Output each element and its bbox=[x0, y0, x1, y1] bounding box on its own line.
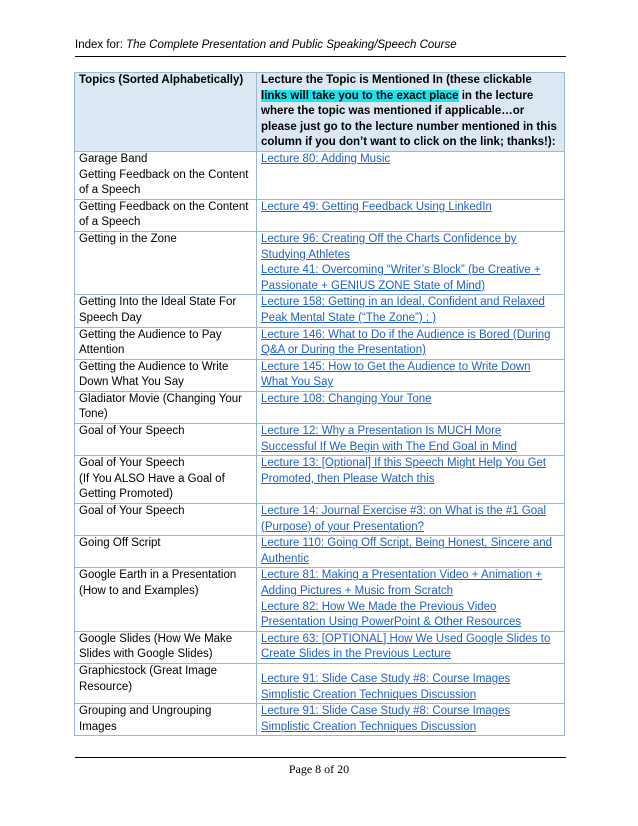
table-row bbox=[75, 504, 565, 536]
lecture-cell bbox=[257, 327, 565, 359]
lecture-cell bbox=[257, 704, 565, 736]
lecture-cell bbox=[257, 663, 565, 703]
lecture-link[interactable]: Lecture 80: Adding Music bbox=[261, 152, 391, 165]
lecture-column-header bbox=[257, 73, 565, 152]
cell-spacer bbox=[261, 664, 560, 672]
page-header bbox=[75, 38, 457, 52]
lecture-link[interactable]: Lecture 14: Journal Exercise #3: on What is the #1 Goal (Purpose) of your Presentation? bbox=[261, 505, 547, 533]
page-number: Page 8 of 20 bbox=[288, 762, 350, 776]
topic-text: Garage Band bbox=[79, 152, 148, 165]
lecture-cell bbox=[257, 199, 565, 231]
lecture-cell bbox=[257, 231, 565, 294]
topic-cell bbox=[75, 295, 257, 327]
lecture-link[interactable]: Lecture 41: Overcoming “Writer’s Block” (be Creative + Passionate + GENIUS ZONE State of Mind) bbox=[261, 264, 541, 292]
table-row bbox=[75, 568, 565, 631]
topic-text: Goal of Your Speech bbox=[79, 505, 185, 518]
topic-cell bbox=[75, 391, 257, 423]
table-row bbox=[75, 631, 565, 663]
table-header-row bbox=[75, 73, 565, 152]
topic-cell bbox=[75, 456, 257, 504]
lecture-link[interactable]: Lecture 158: Getting in an Ideal, Confident and Relaxed Peak Mental State (“The Zone”) : ) bbox=[261, 296, 545, 324]
topic-cell bbox=[75, 424, 257, 456]
topic-cell bbox=[75, 199, 257, 231]
lecture-link[interactable]: Lecture 82: How We Made the Previous Video Presentation Using PowerPoint & Other Resources bbox=[261, 600, 522, 629]
lecture-link[interactable]: Lecture 110: Going Off Script, Being Honest, Sincere and Authentic bbox=[261, 537, 553, 565]
topic-text: Grouping and Ungrouping Images bbox=[79, 705, 212, 733]
table-row bbox=[75, 456, 565, 504]
lecture-cell bbox=[257, 568, 565, 631]
table-row bbox=[75, 295, 565, 327]
table-row bbox=[75, 704, 565, 736]
lecture-cell bbox=[257, 456, 565, 504]
table-row bbox=[75, 199, 565, 231]
topic-text: (If You ALSO Have a Goal of Getting Promoted) bbox=[79, 472, 225, 501]
topic-cell bbox=[75, 327, 257, 359]
course-title: The Complete Presentation and Public Speaking/Speech Course bbox=[126, 39, 457, 51]
topic-cell bbox=[75, 151, 257, 199]
lecture-link[interactable]: Lecture 81: Making a Presentation Video + Animation + Adding Pictures + Music from Scratch bbox=[261, 569, 543, 597]
header-prefix: Index for: bbox=[75, 39, 127, 51]
header-text-part1: Lecture the Topic is Mentioned In (these clickable bbox=[261, 74, 532, 86]
lecture-link[interactable]: Lecture 108: Changing Your Tone bbox=[261, 392, 432, 405]
topic-text: Getting the Audience to Write Down What You Say bbox=[79, 360, 229, 389]
table-row bbox=[75, 536, 565, 568]
lecture-link[interactable]: Lecture 96: Creating Off the Charts Confidence by Studying Athletes bbox=[261, 232, 517, 261]
lecture-link[interactable]: Lecture 91: Slide Case Study #8: Course Images Simplistic Creation Techniques Discussion bbox=[261, 705, 511, 733]
topic-cell bbox=[75, 231, 257, 294]
topic-cell bbox=[75, 359, 257, 391]
topic-text: Gladiator Movie (Changing Your Tone) bbox=[79, 392, 243, 421]
lecture-cell bbox=[257, 295, 565, 327]
lecture-link[interactable]: Lecture 146: What to Do if the Audience is Bored (During Q&A or During the Presentation) bbox=[261, 328, 551, 357]
header-text-part2: in the lecture where the topic was mentioned if applicable…or please just go to the lecture number mentioned in this column if you don’t want to click on the link; thanks!): bbox=[261, 89, 557, 149]
topic-cell bbox=[75, 663, 257, 703]
footer-rule bbox=[75, 757, 566, 758]
topic-text: Getting the Audience to Pay Attention bbox=[79, 328, 222, 357]
lecture-link[interactable]: Lecture 91: Slide Case Study #8: Course Images Simplistic Creation Techniques Discussion bbox=[261, 672, 511, 701]
highlighted-text: links will take you to the exact place bbox=[261, 89, 459, 102]
lecture-link[interactable]: Lecture 63: [OPTIONAL] How We Used Google Slides to Create Slides in the Previous Lecture bbox=[261, 632, 551, 661]
lecture-link[interactable]: Lecture 13: [Optional] If this Speech Might Help You Get Promoted, then Please Watch this bbox=[261, 457, 547, 485]
topic-text: Graphicstock (Great Image Resource) bbox=[79, 664, 218, 693]
topic-text: Getting Feedback on the Content of a Speech bbox=[79, 168, 249, 197]
topic-text: Google Earth in a Presentation (How to and Examples) bbox=[79, 569, 237, 597]
topic-text: Goal of Your Speech bbox=[79, 425, 185, 438]
topic-text: Getting Into the Ideal State For Speech Day bbox=[79, 296, 237, 324]
topic-cell bbox=[75, 631, 257, 663]
lecture-cell bbox=[257, 631, 565, 663]
topic-text: Getting Feedback on the Content of a Speech bbox=[79, 200, 249, 229]
lecture-link[interactable]: Lecture 49: Getting Feedback Using LinkedIn bbox=[261, 200, 492, 213]
table-row bbox=[75, 359, 565, 391]
table-row bbox=[75, 391, 565, 423]
topic-text: Goal of Your Speech bbox=[79, 457, 185, 470]
topic-cell bbox=[75, 536, 257, 568]
topic-cell bbox=[75, 504, 257, 536]
topic-cell bbox=[75, 704, 257, 736]
topic-cell bbox=[75, 568, 257, 631]
topic-text: Google Slides (How We Make Slides with Google Slides) bbox=[79, 632, 233, 661]
header-rule bbox=[75, 56, 566, 57]
table-row bbox=[75, 663, 565, 703]
lecture-link[interactable]: Lecture 145: How to Get the Audience to Write Down What You Say bbox=[261, 360, 531, 389]
lecture-link[interactable]: Lecture 12: Why a Presentation Is MUCH More Successful If We Begin with The End Goal in Mind bbox=[261, 425, 517, 453]
topic-text: Getting in the Zone bbox=[79, 232, 177, 245]
table-row bbox=[75, 231, 565, 294]
lecture-cell bbox=[257, 504, 565, 536]
table-row bbox=[75, 327, 565, 359]
topic-text: Going Off Script bbox=[79, 537, 161, 550]
table-row bbox=[75, 151, 565, 199]
topics-column-header: Topics (Sorted Alphabetically) bbox=[75, 73, 257, 152]
lecture-cell bbox=[257, 359, 565, 391]
index-table bbox=[74, 72, 565, 736]
lecture-cell bbox=[257, 536, 565, 568]
table-row bbox=[75, 424, 565, 456]
lecture-cell bbox=[257, 424, 565, 456]
lecture-cell bbox=[257, 151, 565, 199]
lecture-cell bbox=[257, 391, 565, 423]
